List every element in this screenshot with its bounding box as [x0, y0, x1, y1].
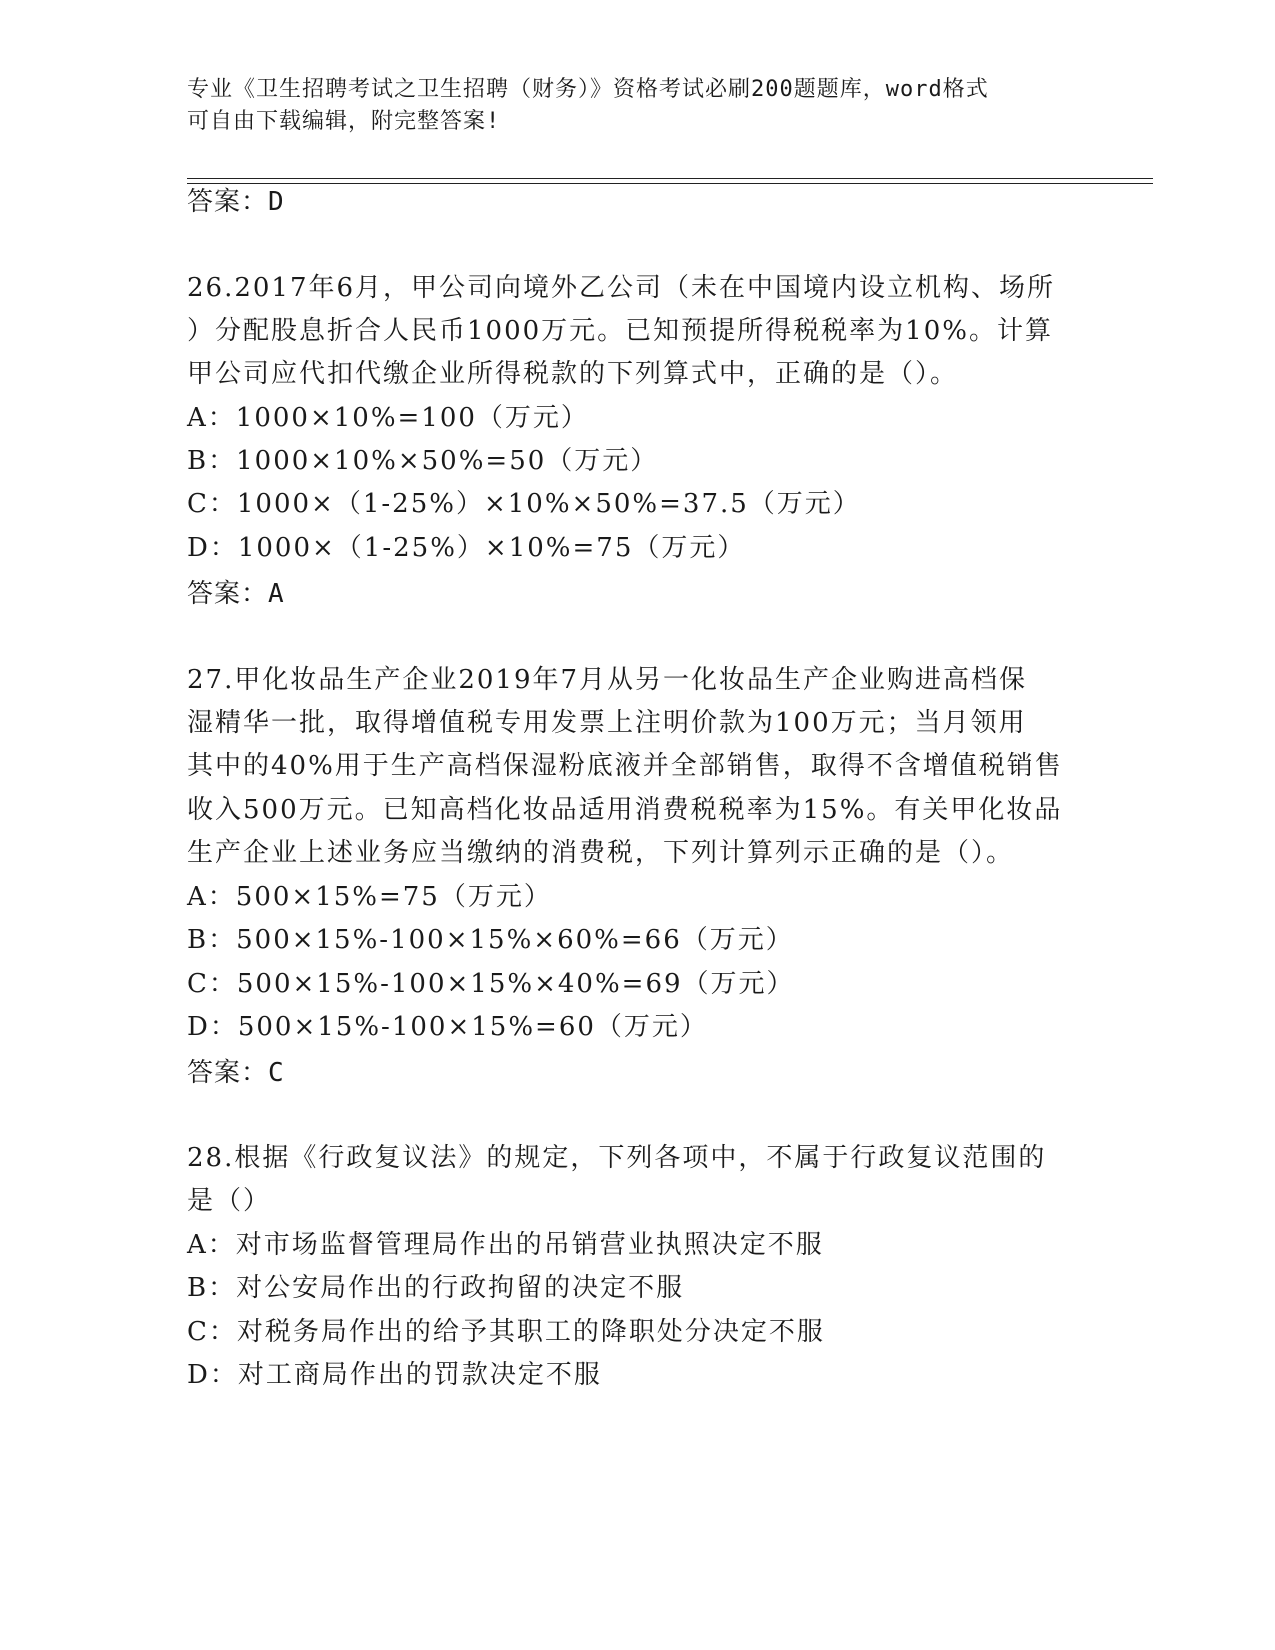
question-28-option-d: D：对工商局作出的罚款决定不服: [187, 1360, 602, 1390]
question-27-stem-line-2: 湿精华一批，取得增值税专用发票上注明价款为100万元；当月领用: [187, 708, 1027, 738]
header-divider-bottom: [187, 183, 1153, 184]
question-26-option-c: C：1000×（1-25%）×10%×50%=37.5（万元）: [187, 489, 861, 519]
question-27-stem-line-4: 收入500万元。已知高档化妆品适用消费税税率为15%。有关甲化妆品: [187, 795, 1063, 825]
question-28-stem-line-2: 是（）: [187, 1186, 272, 1216]
question-27-option-b: B：500×15%-100×15%×60%=66（万元）: [187, 925, 794, 955]
question-28-option-a: A：对市场监督管理局作出的吊销营业执照决定不服: [187, 1230, 824, 1260]
question-27-option-d: D：500×15%-100×15%=60（万元）: [187, 1012, 708, 1042]
header-title-line-1: 专业《卫生招聘考试之卫生招聘（财务）》资格考试必刷200题题库，word格式: [187, 77, 989, 102]
question-26-option-d: D：1000×（1-25%）×10%=75（万元）: [187, 533, 746, 563]
header-divider-top: [187, 178, 1153, 179]
question-27-answer: 答案：C: [187, 1058, 285, 1088]
question-27-stem-line-1: 27.甲化妆品生产企业2019年7月从另一化妆品生产企业购进高档保: [187, 665, 1028, 695]
question-28-option-b: B：对公安局作出的行政拘留的决定不服: [187, 1273, 685, 1303]
question-27-option-a: A：500×15%=75（万元）: [187, 882, 552, 912]
question-28-stem-line-1: 28.根据《行政复议法》的规定，下列各项中，不属于行政复议范围的: [187, 1143, 1047, 1173]
question-26-option-a: A：1000×10%=100（万元）: [187, 403, 589, 433]
question-26-option-b: B：1000×10%×50%=50（万元）: [187, 446, 659, 476]
question-26-answer: 答案：A: [187, 579, 285, 609]
question-26-stem-line-3: 甲公司应代扣代缴企业所得税款的下列算式中，正确的是（）。: [187, 359, 959, 389]
question-26-stem-line-2: ）分配股息折合人民币1000万元。已知预提所得税税率为10%。计算: [187, 316, 1053, 346]
question-27-stem-line-3: 其中的40%用于生产高档保湿粉底液并全部销售，取得不含增值税销售: [187, 751, 1063, 781]
question-27-stem-line-5: 生产企业上述业务应当缴纳的消费税，下列计算列示正确的是（）。: [187, 838, 1015, 868]
question-28-option-c: C：对税务局作出的给予其职工的降职处分决定不服: [187, 1317, 825, 1347]
question-26-stem-line-1: 26.2017年6月，甲公司向境外乙公司（未在中国境内设立机构、场所: [187, 273, 1056, 303]
previous-answer: 答案：D: [187, 187, 285, 217]
question-27-option-c: C：500×15%-100×15%×40%=69（万元）: [187, 969, 795, 999]
header-title-line-2: 可自由下载编辑，附完整答案!: [187, 109, 501, 134]
page-header: [187, 74, 1087, 138]
